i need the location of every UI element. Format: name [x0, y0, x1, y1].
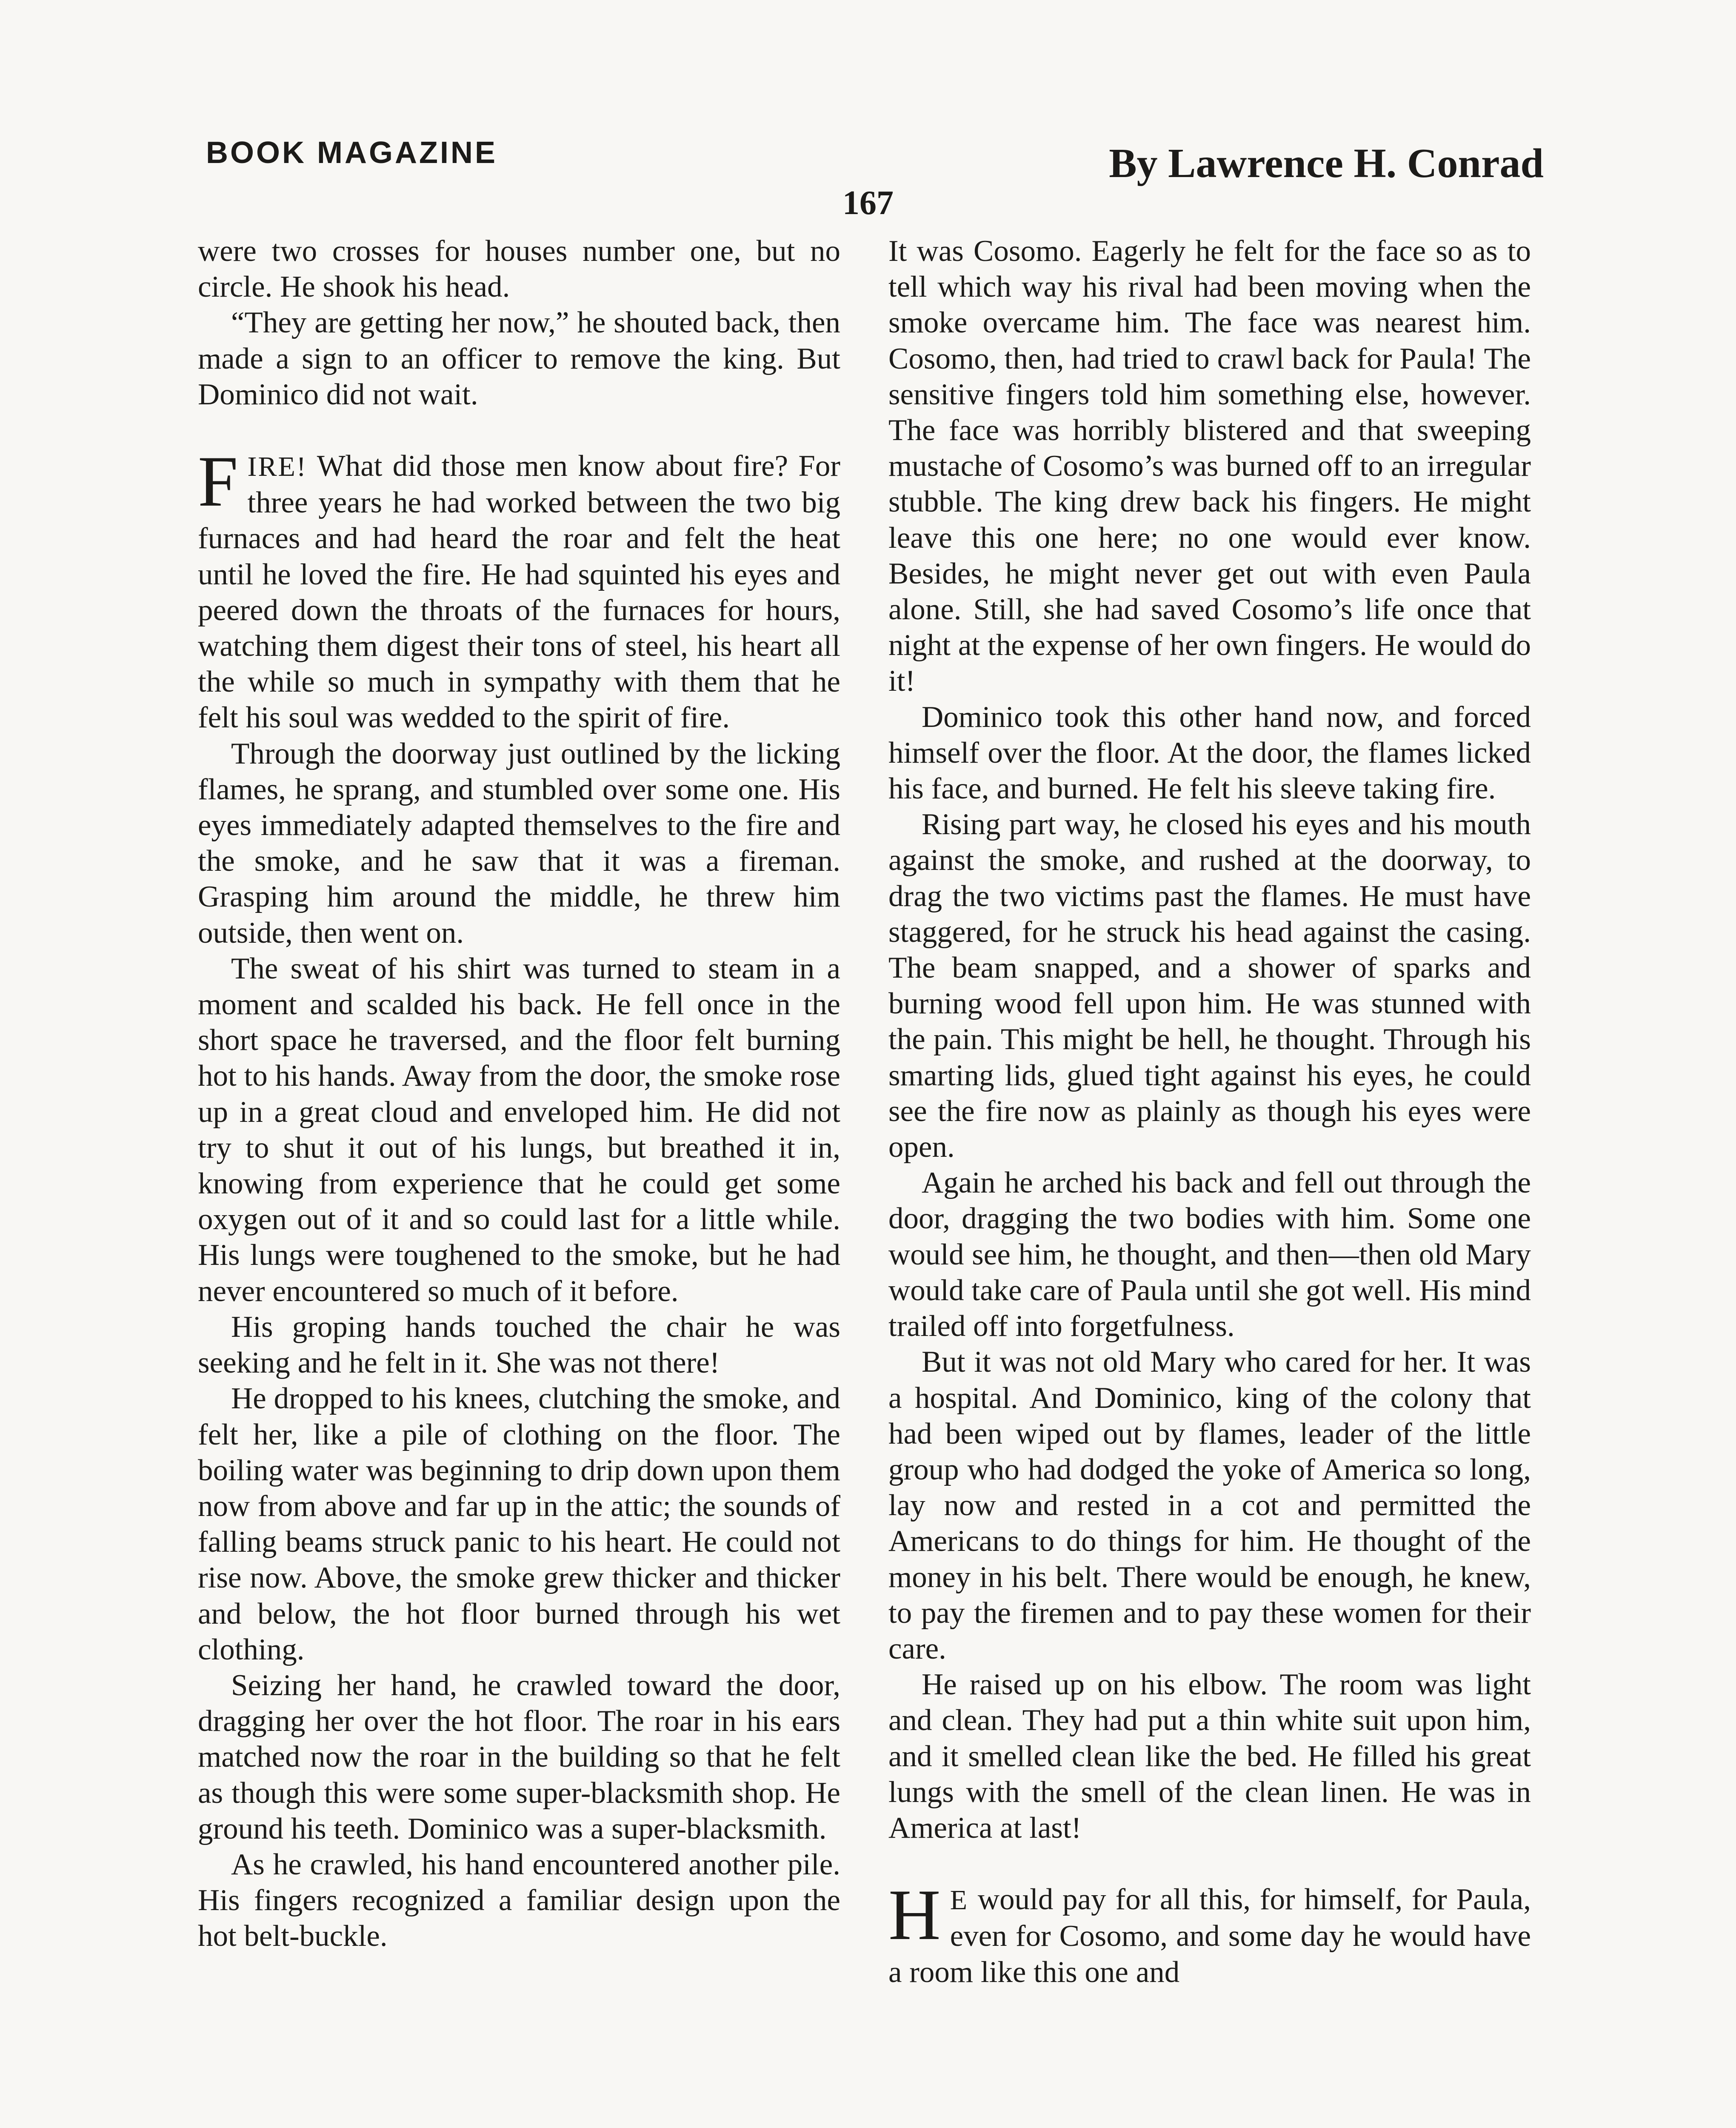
- paragraph: were two crosses for houses number one, but no circle. He shook his head.: [198, 235, 840, 304]
- page-number: 167: [842, 184, 894, 222]
- paragraph-text: would pay for all this, for himself, for Paula, even for Cosomo, and some day he would have a room like this one and: [888, 1883, 1531, 1989]
- magazine-title: BOOK MAGAZINE: [206, 136, 497, 170]
- paragraph: His groping hands touched the chair he was seeking and he felt in it. She was not there!: [198, 1310, 840, 1380]
- author-byline: By Lawrence H. Conrad: [1109, 140, 1544, 186]
- paragraph: Again he arched his back and fell out through the door, dragging the two bodies with him. Some one would see him, he thought, and then—then old Mary would take care of Paula until she got well. His mind trailed off into forgetfulness.: [888, 1166, 1531, 1343]
- drop-cap: H: [888, 1875, 941, 1955]
- left-column: [198, 233, 840, 1954]
- paragraph: As he crawled, his hand encountered another pile. His fingers recognized a familiar design upon the hot belt-buckle.: [198, 1848, 840, 1953]
- right-column: [888, 233, 1531, 1990]
- paragraph-dropcap: [198, 441, 840, 736]
- paragraph: Through the doorway just outlined by the licking flames, he sprang, and stumbled over some one. His eyes immediately adapted themselves to the fire and the smoke, and he saw that it was a fireman. Grasping him around the middle, he threw him outside, then went on.: [198, 737, 840, 950]
- paragraph-dropcap: [888, 1875, 1531, 1990]
- paragraph: Rising part way, he closed his eyes and his mouth against the smoke, and rushed at the doorway, to drag the two victims past the flames. He must have staggered, for he struck his head against the casing. The beam snapped, and a shower of sparks and burning wood fell upon him. He was stunned with the pain. This might be hell, he thought. Through his smarting lids, glued tight against his eyes, he could see the fire now as plainly as though his eyes were open.: [888, 808, 1531, 1164]
- lead-in-text: E: [950, 1885, 969, 1916]
- paragraph: Seizing her hand, he crawled toward the door, dragging her over the hot floor. The roar in his ears matched now the roar in the building so that he felt as though this were some super-blacksmith shop. He ground his teeth. Dominico was a super-blacksmith.: [198, 1668, 840, 1845]
- paragraph: But it was not old Mary who cared for her. It was a hospital. And Dominico, king of the colony that had been wiped out by flames, leader of the little group who had dodged the yoke of America so long, lay now and rested in a cot and permitted the Americans to do things for him. He thought of the money in his belt. There would be enough, he knew, to pay the firemen and to pay these women for their care.: [888, 1345, 1531, 1665]
- paragraph: It was Cosomo. Eagerly he felt for the face so as to tell which way his rival had been moving when the smoke overcame him. The face was nearest him. Cosomo, then, had tried to crawl back for Paula! The sensitive fingers told him something else, however. The face was horribly blistered and that sweeping mustache of Cosomo’s was burned off to an irregular stubble. The king drew back his fingers. He might leave this one here; no one would ever know. Besides, he might never get out with even Paula alone. Still, she had saved Cosomo’s life once that night at the expense of her own fingers. He would do it!: [888, 235, 1531, 698]
- drop-cap: F: [198, 441, 238, 522]
- paragraph: He raised up on his elbow. The room was light and clean. They had put a thin white suit upon him, and it smelled clean like the bed. He filled his great lungs with the smell of the clean linen. He was in America at last!: [888, 1668, 1531, 1845]
- paragraph: He dropped to his knees, clutching the smoke, and felt her, like a pile of clothing on the floor. The boiling water was beginning to drip down upon them now from above and far up in the attic; the sounds of falling beams struck panic to his heart. He could not rise now. Above, the smoke grew thicker and thicker and below, the hot floor burned through his wet clothing.: [198, 1382, 840, 1666]
- paragraph: Dominico took this other hand now, and forced himself over the floor. At the door, the flames licked his face, and burned. He felt his sleeve taking fire.: [888, 700, 1531, 806]
- lead-in-text: IRE!: [247, 451, 307, 483]
- paragraph-text: What did those men know about fire? For three years he had worked between the two big furnaces and had heard the roar and felt the heat until he loved the fire. He had squinted his eyes and peered down the throats of the furnaces for hours, watching them digest their tons of steel, his heart all the while so much in sympathy with them that he felt his soul was wedded to the spirit of fire.: [198, 449, 840, 735]
- paragraph: “They are getting her now,” he shouted back, then made a sign to an officer to remove the king. But Dominico did not wait.: [198, 306, 840, 411]
- paragraph: The sweat of his shirt was turned to steam in a moment and scalded his back. He fell once in the short space he traversed, and the floor felt burning hot to his hands. Away from the door, the smoke rose up in a great cloud and enveloped him. He did not try to shut it out of his lungs, but breathed it in, knowing from experience that he could get some oxygen out of it and so could last for a little while. His lungs were toughened to the smoke, but he had never encountered so much of it before.: [198, 952, 840, 1308]
